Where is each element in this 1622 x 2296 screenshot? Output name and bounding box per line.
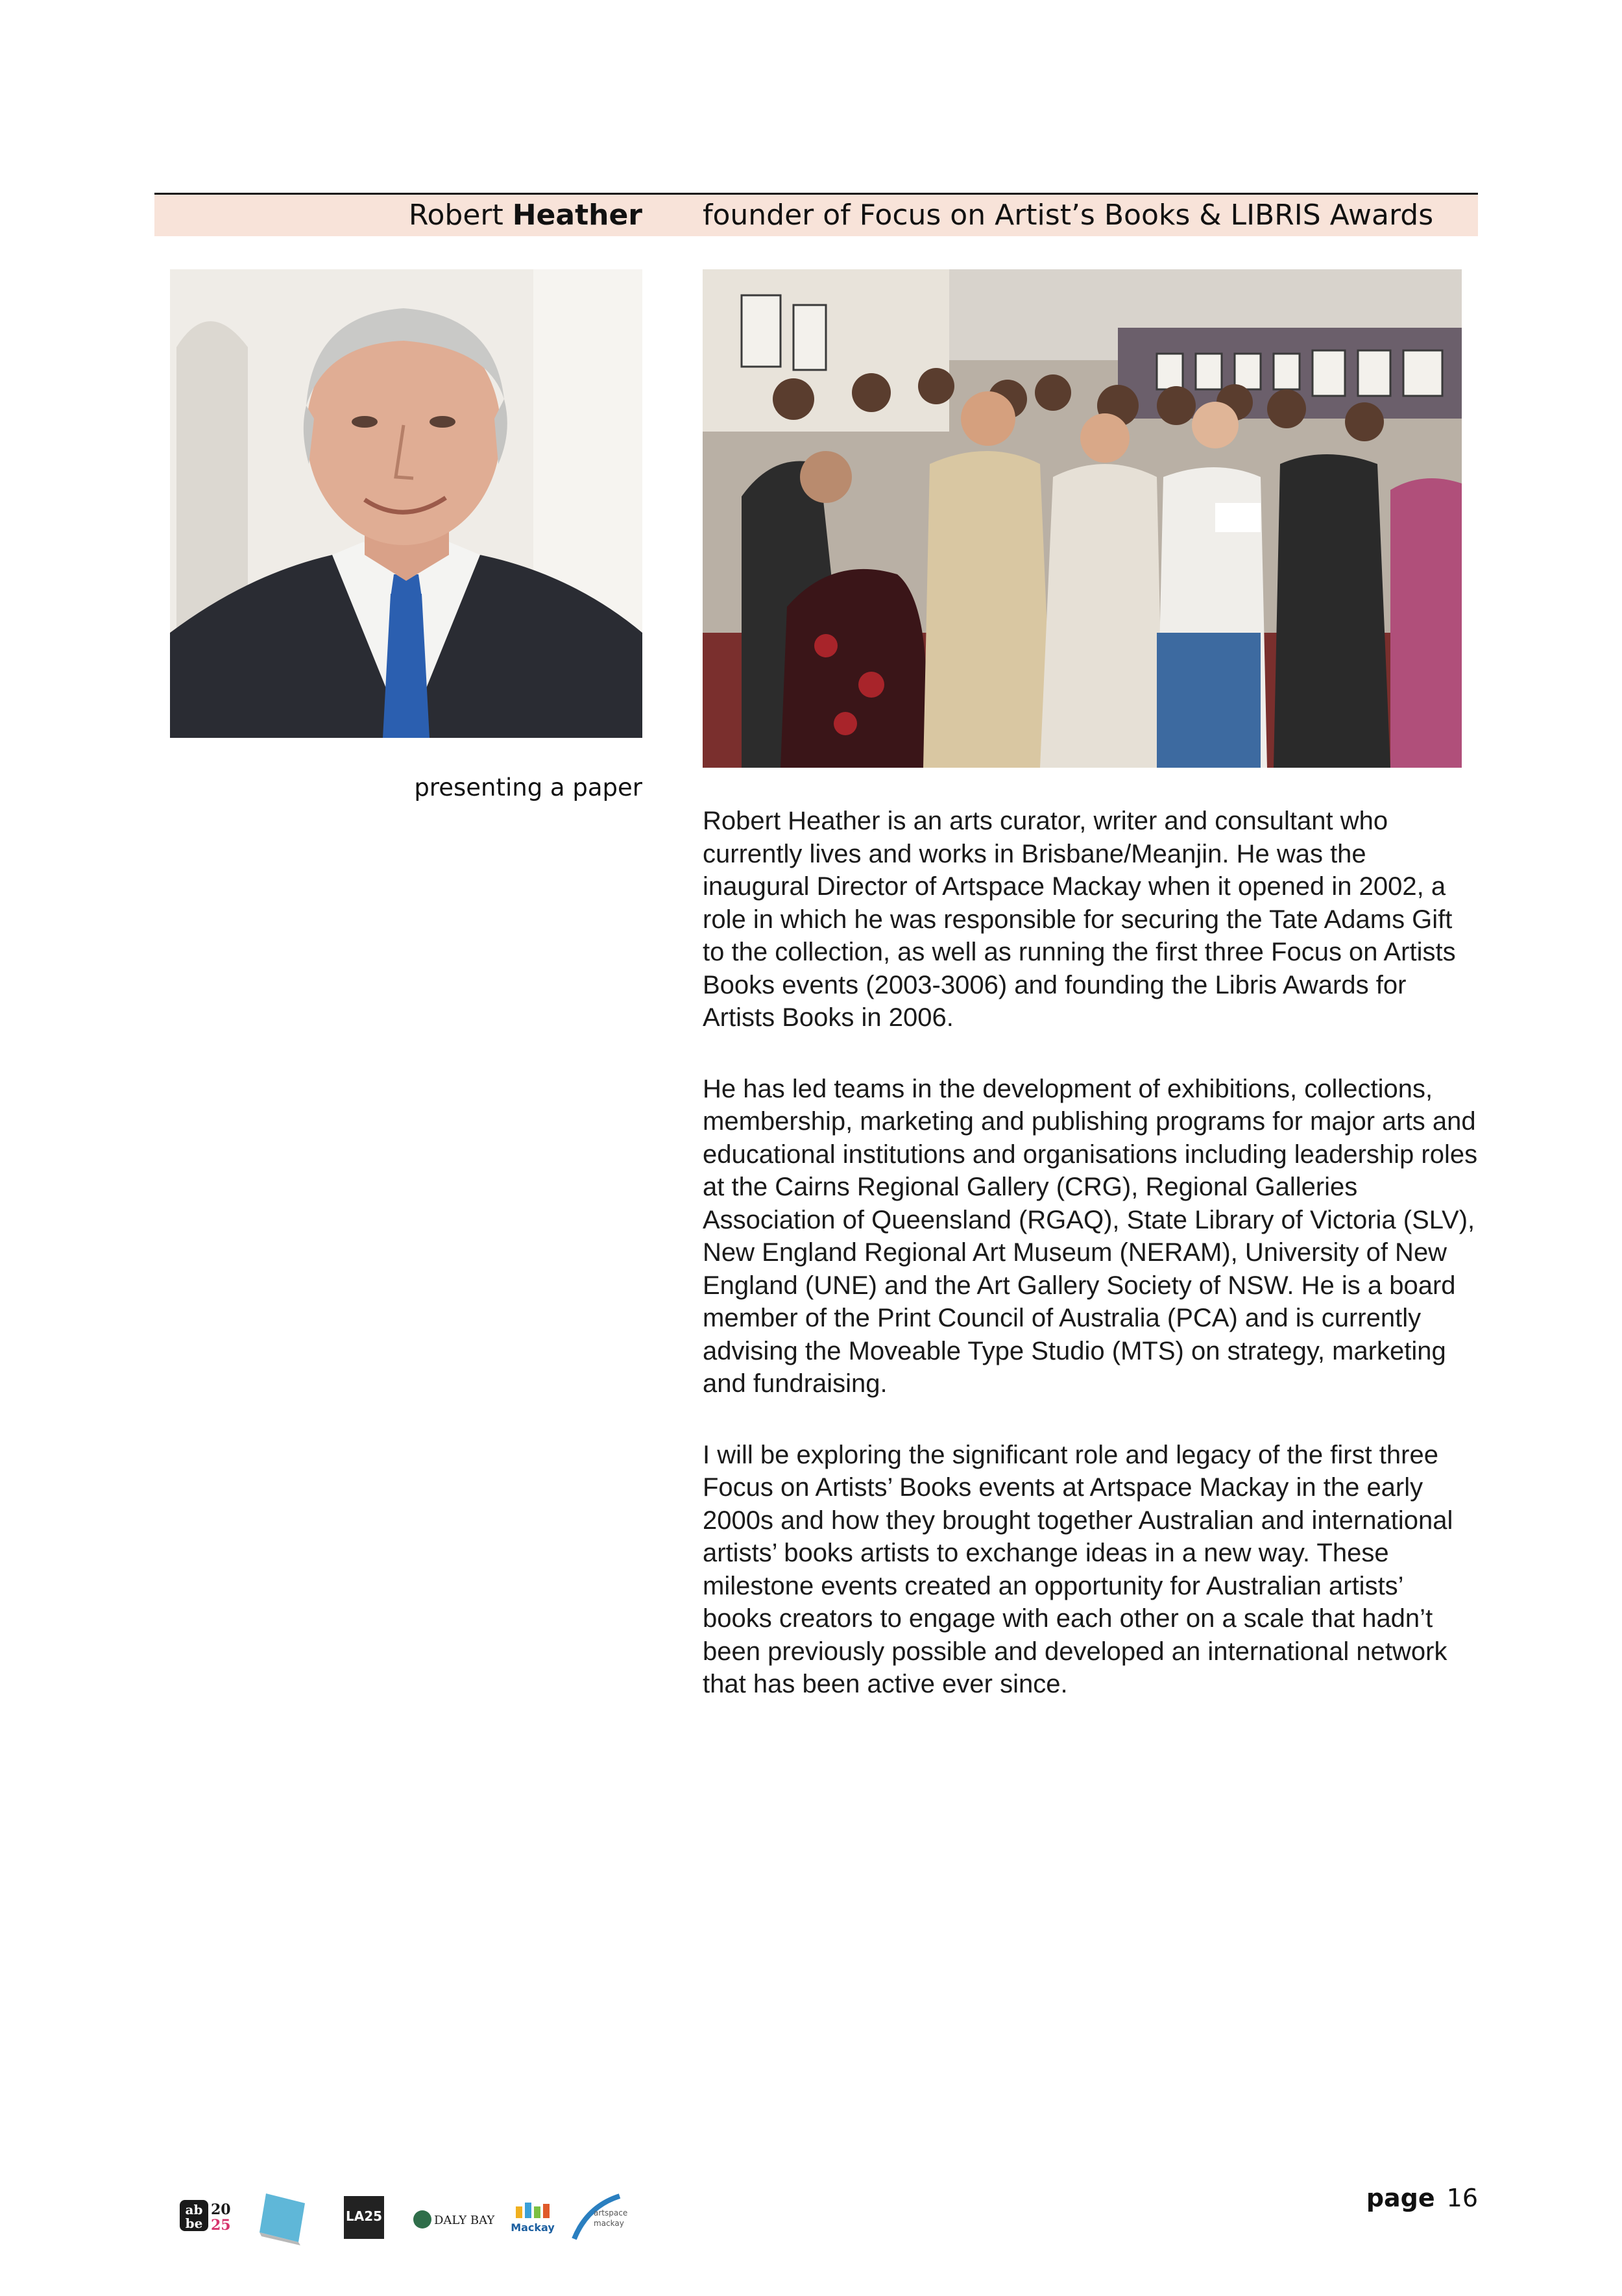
bio-paragraph-1: Robert Heather is an arts curator, writer and consultant who currently lives and works in Brisbane/Meanjin. He was the inaugural Director of Artspace Mackay when it opened in 2002, a role in which he was responsible for securing the Tate Adams Gift to the collection, as well as running the first three Focus on Artists Books events (2003-3006) and founding the Libris Awards for Artists Books in 2006. bbox=[703, 807, 1456, 1032]
abbe-2025-logo bbox=[180, 2200, 231, 2234]
abbe-logo-text-bottom: be bbox=[185, 2216, 203, 2231]
abbe-logo-year-bottom: 25 bbox=[211, 2217, 231, 2234]
speaker-portrait-photo bbox=[170, 269, 642, 738]
abbe-logo-text-top: ab bbox=[185, 2202, 203, 2217]
la25-logo-text: LA25 bbox=[345, 2208, 383, 2224]
page-number-label bbox=[1366, 2182, 1478, 2214]
mackay-logo bbox=[511, 2203, 555, 2234]
event-crowd-photo bbox=[703, 269, 1462, 768]
page-number: 16 bbox=[1446, 2184, 1478, 2212]
artspace-logo-text-2: mackay bbox=[594, 2219, 624, 2228]
bio-text bbox=[703, 805, 1478, 1739]
artspace-logo-text-1: artspace bbox=[594, 2208, 628, 2217]
bio-paragraph-3: I will be exploring the significant role and legacy of the first three Focus on Artists’ Books events at Artspace Mackay in the early 2000s and how they brought together Australian and international artists’ books artists to exchange ideas in a new way. These milestone events created an opportunity for Australian artists’ books creators to engage with each other on a scale that hadn’t been previously possible and developed an international network that has been active ever since. bbox=[703, 1440, 1453, 1698]
blue-book-logo bbox=[260, 2193, 305, 2245]
speaker-first-name: Robert bbox=[408, 199, 513, 232]
sponsor-logos bbox=[178, 2187, 672, 2245]
event-illustration bbox=[703, 269, 1462, 768]
daly-bay-logo-text: DALY BAY bbox=[434, 2214, 495, 2227]
la25-logo bbox=[344, 2196, 384, 2239]
artspace-mackay-logo bbox=[574, 2196, 627, 2239]
daly-bay-logo bbox=[413, 2210, 495, 2229]
speaker-name bbox=[154, 195, 642, 236]
page-word: page bbox=[1366, 2184, 1435, 2212]
portrait-illustration bbox=[170, 269, 642, 738]
abbe-logo-year-top: 20 bbox=[211, 2201, 231, 2218]
bio-paragraph-2: He has led teams in the development of exhibitions, collections, membership, marketing and publishing programs for major arts and educational institutions and organisations including leadership roles at the Cairns Regional Gallery (CRG), Regional Galleries Association of Queensland (RGAQ), State Library of Victoria (SLV), New England Regional Art Museum (NERAM), University of New England (UNE) and the Art Gallery Society of NSW. He is a board member of the Print Council of Australia (PCA) and is currently advising the Moveable Type Studio (MTS) on strategy, marketing and fundraising. bbox=[703, 1074, 1478, 1398]
mackay-logo-text: Mackay bbox=[511, 2221, 555, 2234]
speaker-role: founder of Focus on Artist’s Books & LIBRIS Awards bbox=[703, 199, 1434, 232]
footer-logos bbox=[178, 2187, 672, 2245]
speaker-last-name: Heather bbox=[512, 199, 642, 232]
photo-caption: presenting a paper bbox=[414, 774, 642, 801]
